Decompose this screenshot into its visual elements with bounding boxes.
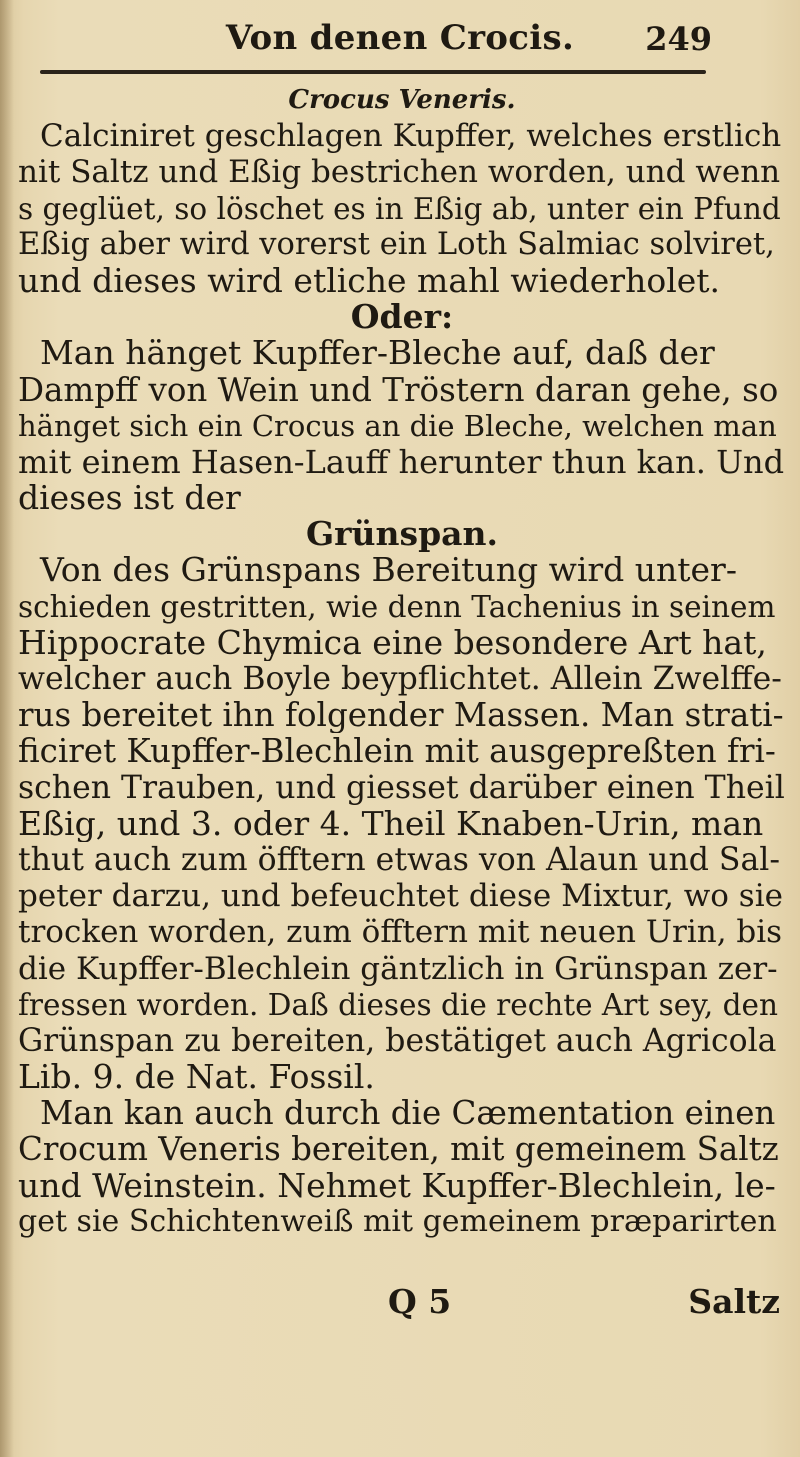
running-title: Von denen Crocis. bbox=[225, 18, 575, 58]
text-line: dieses ist der bbox=[18, 480, 241, 517]
text-line: ficiret Kupffer-Blechlein mit ausgepreßten fri- bbox=[18, 733, 776, 770]
page-body bbox=[18, 82, 786, 1240]
text-line: Hippocrate Chymica eine besondere Art hat, bbox=[18, 624, 767, 661]
text-line: und dieses wird etliche mahl wiederholet. bbox=[18, 262, 721, 300]
text-line: und Weinstein. Nehmet Kupffer-Blechlein, le- bbox=[18, 1167, 776, 1204]
text-line: welcher auch Boyle beypflichtet. Allein Zwelffe- bbox=[18, 661, 782, 697]
gutter-shadow bbox=[0, 0, 14, 1457]
oder-heading: Oder: bbox=[350, 299, 454, 336]
text-line: get sie Schichtenweiß mit gemeinem præparirten bbox=[18, 1203, 777, 1239]
text-line: Grünspan zu bereiten, bestätiget auch Agricola bbox=[18, 1022, 777, 1059]
signature-mark: Q 5 bbox=[388, 1282, 452, 1321]
text-line: s geglüet, so löschet es in Eßig ab, unter ein Pfund bbox=[18, 191, 781, 226]
text-line: rus bereitet ihn folgender Massen. Man strati- bbox=[18, 697, 784, 734]
text-line: Calciniret geschlagen Kupffer, welches erstlich bbox=[40, 118, 782, 155]
text-line: Dampff von Wein und Tröstern daran gehe, so bbox=[18, 371, 779, 408]
text-line: Crocum Veneris bereiten, mit gemeinem Saltz bbox=[18, 1131, 779, 1168]
text-line: die Kupffer-Blechlein gäntzlich in Grünspan zer- bbox=[18, 950, 778, 987]
text-line: Von des Grünspans Bereitung wird unter- bbox=[40, 552, 737, 589]
text-line: schieden gestritten, wie denn Tachenius in seinem bbox=[18, 589, 776, 624]
catchword: Saltz bbox=[688, 1282, 780, 1321]
page-header bbox=[0, 14, 800, 58]
text-line: thut auch zum öfftern etwas von Alaun und Sal- bbox=[18, 841, 780, 878]
text-line: schen Trauben, und giesset darüber einen Theil bbox=[18, 769, 785, 806]
text-line: fressen worden. Daß dieses die rechte Art sey, den bbox=[18, 987, 779, 1022]
text-line: Lib. 9. de Nat. Fossil. bbox=[18, 1059, 375, 1096]
text-line: Eßig, und 3. oder 4. Theil Knaben-Urin, man bbox=[18, 805, 764, 842]
gruenspan-heading: Grünspan. bbox=[305, 516, 499, 553]
section-heading: Crocus Veneris. bbox=[288, 85, 516, 115]
text-line: Man kan auch durch die Cæmentation einen bbox=[40, 1095, 776, 1132]
text-line: hänget sich ein Crocus an die Bleche, welchen man bbox=[18, 408, 777, 443]
text-line: trocken worden, zum öfftern mit neuen Urin, bis bbox=[18, 914, 783, 951]
text-line: peter darzu, und befeuchtet diese Mixtur, wo sie bbox=[18, 878, 783, 915]
text-line: mit einem Hasen-Lauff herunter thun kan. Und bbox=[18, 443, 785, 481]
header-rule bbox=[40, 70, 706, 74]
text-line: nit Saltz und Eßig bestrichen worden, und wenn bbox=[18, 154, 781, 191]
page-footer bbox=[18, 1282, 786, 1322]
text-line: Eßig aber wird vorerst ein Loth Salmiac solviret, bbox=[18, 226, 775, 262]
page-number: 249 bbox=[645, 20, 712, 58]
text-line: Man hänget Kupffer-Bleche auf, daß der bbox=[40, 335, 715, 372]
